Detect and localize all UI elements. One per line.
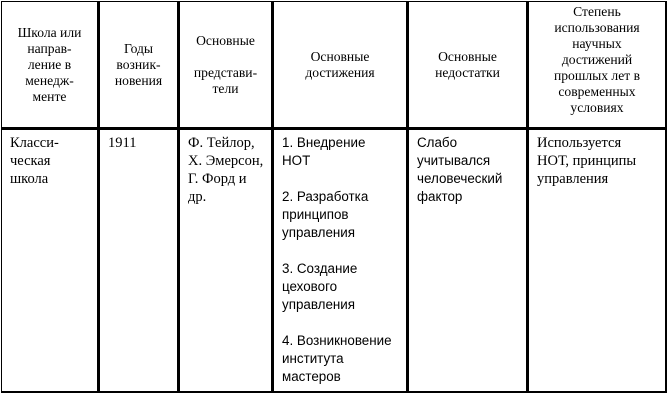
achievement-item: 4. Возникновение института мастеров bbox=[282, 333, 392, 384]
header-year-label: Годы возник- новения bbox=[114, 40, 163, 88]
representatives-text: Ф. Тейлор, Х. Эмерсон, Г. Форд и др. bbox=[188, 135, 264, 205]
header-row bbox=[1, 1, 667, 129]
header-school-label: Школа или направ- ление в менедж- менте bbox=[17, 24, 82, 104]
cell-year bbox=[99, 129, 179, 393]
achievement-item: 1. Внедрение НОТ bbox=[282, 135, 366, 168]
cell-modern-use bbox=[528, 129, 667, 393]
header-cell-school bbox=[1, 1, 99, 129]
achievement-item: 3. Создание цехового управления bbox=[282, 261, 358, 312]
header-cell-achievements bbox=[273, 1, 408, 129]
school-name: Класси- ческая школа bbox=[10, 135, 59, 187]
cell-representatives bbox=[179, 129, 273, 393]
header-cell-representatives bbox=[179, 1, 273, 129]
header-achievements-label: Основные достижения bbox=[305, 48, 375, 80]
header-shortcomings-label: Основные недостатки bbox=[435, 48, 500, 80]
modern-use-text: Используется НОТ, принципы управления bbox=[537, 135, 637, 187]
year-value: 1911 bbox=[108, 135, 137, 151]
header-cell-shortcomings bbox=[408, 1, 528, 129]
achievement-item: 2. Разработка принципов управления bbox=[282, 189, 369, 240]
table-row bbox=[1, 129, 667, 393]
header-cell-modern-use bbox=[528, 1, 667, 129]
cell-shortcomings bbox=[408, 129, 528, 393]
cell-achievements bbox=[273, 129, 408, 393]
header-modern-use-label: Степень использования научных достижений прошлых лет в современных условиях bbox=[553, 4, 641, 115]
management-schools-table bbox=[1, 1, 667, 393]
cell-school bbox=[1, 129, 99, 393]
header-cell-year bbox=[99, 1, 179, 129]
shortcomings-text: Слабо учитывался человеческий фактор bbox=[417, 135, 503, 204]
header-representatives-label: Основные представи- тели bbox=[193, 32, 258, 96]
